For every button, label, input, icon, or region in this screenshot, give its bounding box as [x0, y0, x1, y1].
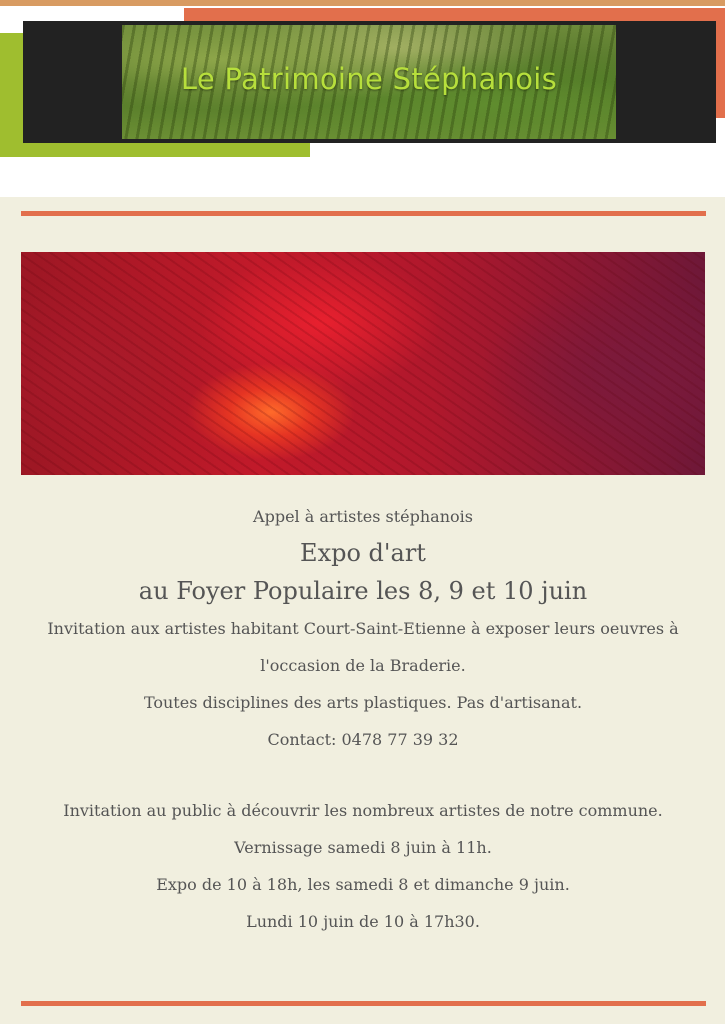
bottom-divider	[21, 1001, 706, 1006]
vernissage-text: Vernissage samedi 8 juin à 11h.	[234, 838, 492, 857]
expo-hours-text: Expo de 10 à 18h, les samedi 8 et dimanche 9 juin.	[156, 875, 570, 894]
artist-invitation-text: Invitation aux artistes habitant Court-Saint-Etienne à exposer leurs oeuvres à	[47, 619, 679, 638]
header-green-side-bar	[0, 33, 23, 157]
announcement-subtitle: Appel à artistes stéphanois	[253, 507, 473, 526]
announcement-title: Expo d'art	[300, 539, 426, 567]
announcement-title-line2: au Foyer Populaire les 8, 9 et 10 juin	[138, 577, 588, 605]
artwork-image	[21, 252, 705, 475]
contact-text: Contact: 0478 77 39 32	[267, 730, 459, 749]
artist-invitation-text-cont: l'occasion de la Braderie.	[260, 656, 466, 675]
announcement	[21, 500, 705, 940]
header-orange-side-bar	[716, 8, 725, 118]
top-decor-strip	[0, 0, 725, 6]
top-divider	[21, 211, 706, 216]
header-banner[interactable]	[122, 25, 616, 139]
monday-hours-text: Lundi 10 juin de 10 à 17h30.	[246, 912, 480, 931]
paragraph-spacer	[21, 758, 705, 792]
header-orange-bar	[184, 8, 725, 21]
site-title[interactable]: Le Patrimoine Stéphanois	[180, 62, 558, 96]
header-green-bar	[0, 143, 310, 157]
public-invitation-text: Invitation au public à découvrir les nombreux artistes de notre commune.	[63, 801, 663, 820]
disciplines-text: Toutes disciplines des arts plastiques. Pas d'artisanat.	[143, 693, 583, 712]
